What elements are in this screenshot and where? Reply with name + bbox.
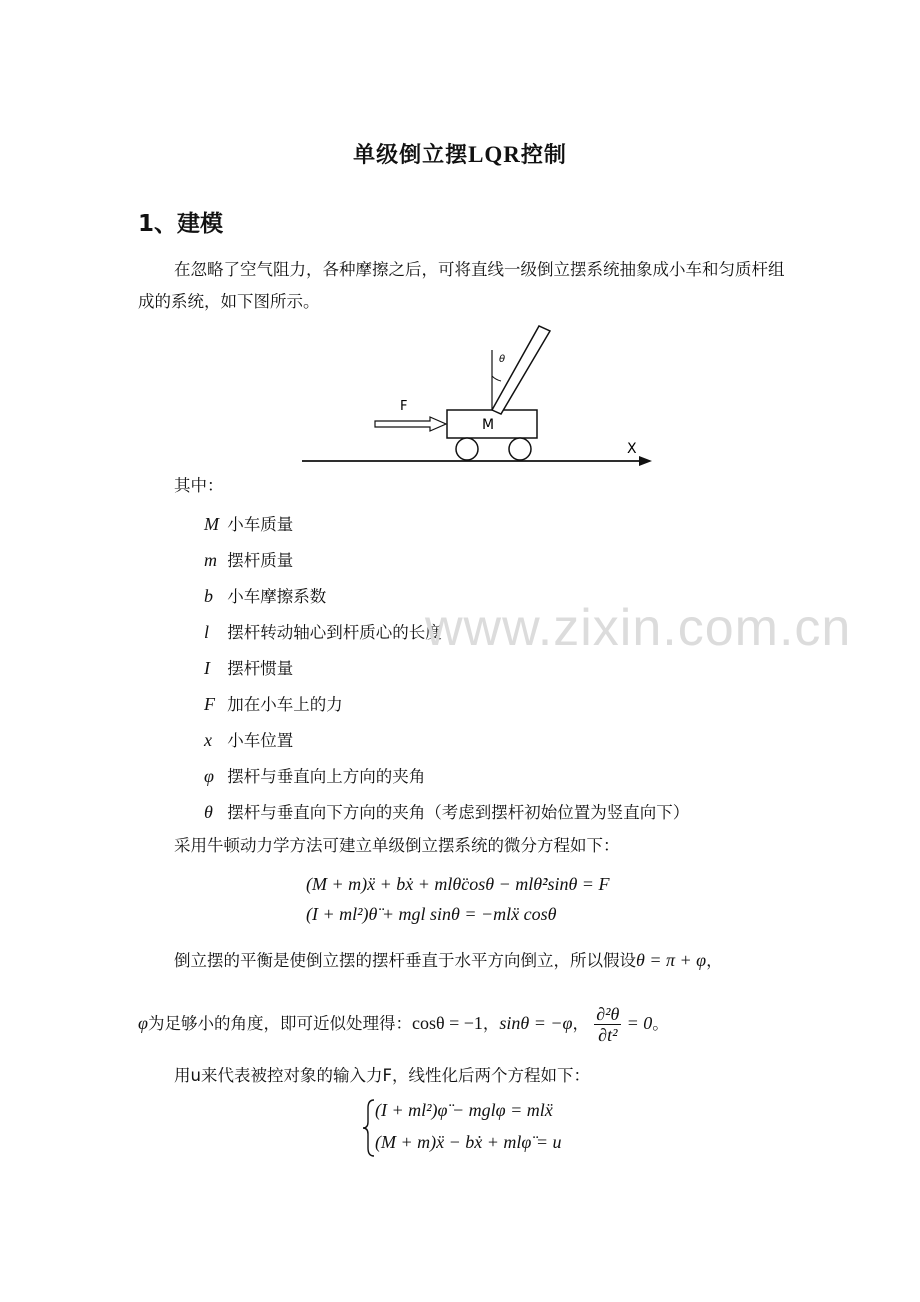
- inverted-pendulum-figure: [290, 318, 660, 474]
- force-arrow: [375, 417, 446, 431]
- angle-label: θ: [499, 354, 506, 365]
- cart-wheel-right: [509, 438, 531, 460]
- section-heading: 1、建模: [138, 211, 224, 237]
- angle-arc: [492, 376, 501, 381]
- variable-item: F 加在小车上的力: [204, 694, 343, 714]
- pendulum-rod: [492, 326, 550, 414]
- partial-derivative-fraction: $\frac{\text{∂²θ}}{\text{∂t²}}$: [596, 1004, 620, 1045]
- variable-item: l 摆杆转动轴心到杆质心的长度: [204, 622, 442, 642]
- variable-item: θ 摆杆与垂直向下方向的夹角（考虑到摆杆初始位置为竖直向下）: [204, 802, 690, 822]
- variable-item: m 摆杆质量: [204, 550, 294, 570]
- equation-2: (I + ml²)θ̈ + mgl sinθ = −mlẍ cosθ: [306, 904, 557, 924]
- newton-method-text: 采用牛顿动力学方法可建立单级倒立摆系统的微分方程如下：: [174, 836, 620, 855]
- watermark: www.zixin.com.cn: [425, 599, 852, 657]
- where-label: 其中：: [174, 476, 224, 495]
- variable-item: φ 摆杆与垂直向上方向的夹角: [204, 766, 426, 786]
- variable-item: b 小车摩擦系数: [204, 586, 327, 606]
- equation-1: (M + m)ẍ + bẋ + mlθ̈cosθ − mlθ̇²sinθ = F: [306, 874, 610, 894]
- balance-equation: θ = π + φ: [636, 950, 707, 970]
- cart-wheel-left: [456, 438, 478, 460]
- linearization-text: 用u来代表被控对象的输入力F，线性化后两个方程如下：: [174, 1066, 590, 1085]
- linear-equation-1: (I + ml²)φ̈ − mglφ = mlẍ: [375, 1100, 553, 1120]
- document-title: 单级倒立摆LQR控制: [353, 142, 567, 168]
- x-axis-arrowhead: [639, 456, 652, 466]
- linear-equation-2: (M + m)ẍ − bẋ + mlφ̈ = u: [375, 1132, 562, 1152]
- system-brace: [362, 1098, 376, 1158]
- axis-label: X: [627, 441, 637, 457]
- intro-paragraph: 在忽略了空气阻力，各种摩擦之后，可将直线一级倒立摆系统抽象成小车和匀质杆组成的系统，如下图所示。: [138, 260, 785, 311]
- variable-item: I 摆杆惯量: [204, 658, 294, 678]
- approximation-paragraph: φ为足够小的角度，即可近似处理得：cosθ = −1，sinθ = −φ， $\frac{\text{∂²θ}}{\text{∂t²}}$ = 0。: [138, 1004, 669, 1045]
- variable-item: M 小车质量: [204, 514, 294, 534]
- cart-label: M: [482, 417, 495, 433]
- variable-item: x 小车位置: [204, 730, 294, 750]
- balance-paragraph: 倒立摆的平衡是使倒立摆的摆杆垂直于水平方向倒立，所以假设θ = π + φ，: [174, 950, 723, 970]
- force-label: F: [400, 399, 408, 414]
